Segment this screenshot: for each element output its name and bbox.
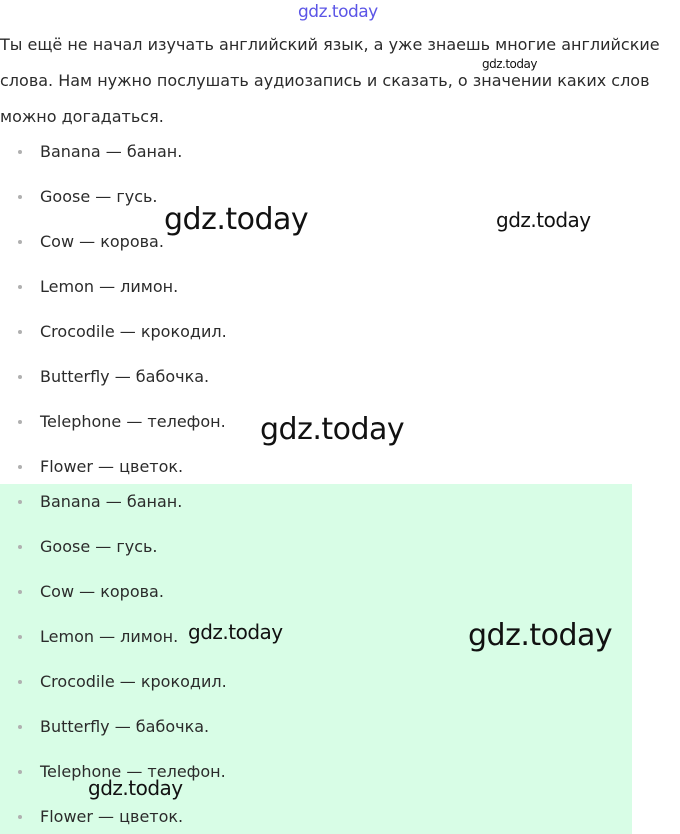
list-item xyxy=(0,230,632,254)
bullet-icon xyxy=(18,240,22,244)
list-item-text: Crocodile — крокодил. xyxy=(40,672,227,691)
bullet-icon xyxy=(18,500,22,504)
list-item-text: Crocodile — крокодил. xyxy=(40,322,227,341)
list-item-text: Cow — корова. xyxy=(40,232,164,251)
list-item-text: Banana — банан. xyxy=(40,142,183,161)
list-item xyxy=(0,805,632,829)
bullet-icon xyxy=(18,150,22,154)
list-item-text: Telephone — телефон. xyxy=(40,762,226,781)
bullet-icon xyxy=(18,420,22,424)
list-item-text: Cow — корова. xyxy=(40,582,164,601)
list-item-text: Telephone — телефон. xyxy=(40,412,226,431)
list-item-text: Butterfly — бабочка. xyxy=(40,367,210,386)
bullet-icon xyxy=(18,375,22,379)
list-item xyxy=(0,625,632,649)
list-item-text: Lemon — лимон. xyxy=(40,277,179,296)
list-item-text: Butterfly — бабочка. xyxy=(40,717,210,736)
list-item xyxy=(0,275,632,299)
list-item xyxy=(0,320,632,344)
list-item-text: Flower — цветок. xyxy=(40,457,184,476)
bullet-icon xyxy=(18,815,22,819)
list-item xyxy=(0,760,632,784)
list-item xyxy=(0,455,632,479)
bullet-icon xyxy=(18,195,22,199)
list-item xyxy=(0,365,632,389)
list-item-text: Flower — цветок. xyxy=(40,807,184,826)
bullet-icon xyxy=(18,770,22,774)
list-item-text: Lemon — лимон. xyxy=(40,627,179,646)
bullet-icon xyxy=(18,545,22,549)
bullet-icon xyxy=(18,590,22,594)
list-item-text: Banana — банан. xyxy=(40,492,183,511)
list-item-text: Goose — гусь. xyxy=(40,537,158,556)
bullet-icon xyxy=(18,330,22,334)
list-item xyxy=(0,490,632,514)
watermark: gdz.today xyxy=(468,618,613,653)
bullet-icon xyxy=(18,680,22,684)
watermark: gdz.today xyxy=(88,776,183,800)
bullet-icon xyxy=(18,635,22,639)
watermark: gdz.today xyxy=(188,620,283,644)
exercise-intro-text: Ты ещё не начал изучать английский язык, а уже знаешь многие английские слова. Нам нужно послушать аудиозапись и сказать, о значении каких слов можно догадаться. xyxy=(0,35,660,126)
list-item xyxy=(0,535,632,559)
bullet-icon xyxy=(18,285,22,289)
watermark: gdz.today xyxy=(482,57,537,71)
bullet-icon xyxy=(18,725,22,729)
list-item xyxy=(0,670,632,694)
site-logo[interactable]: gdz.today xyxy=(298,2,378,22)
watermark: gdz.today xyxy=(164,202,309,237)
list-item xyxy=(0,410,632,434)
list-item xyxy=(0,185,632,209)
watermark: gdz.today xyxy=(260,412,405,447)
list-item-text: Goose — гусь. xyxy=(40,187,158,206)
list-item xyxy=(0,140,632,164)
watermark: gdz.today xyxy=(496,208,591,232)
list-item xyxy=(0,715,632,739)
list-item xyxy=(0,580,632,604)
bullet-icon xyxy=(18,465,22,469)
